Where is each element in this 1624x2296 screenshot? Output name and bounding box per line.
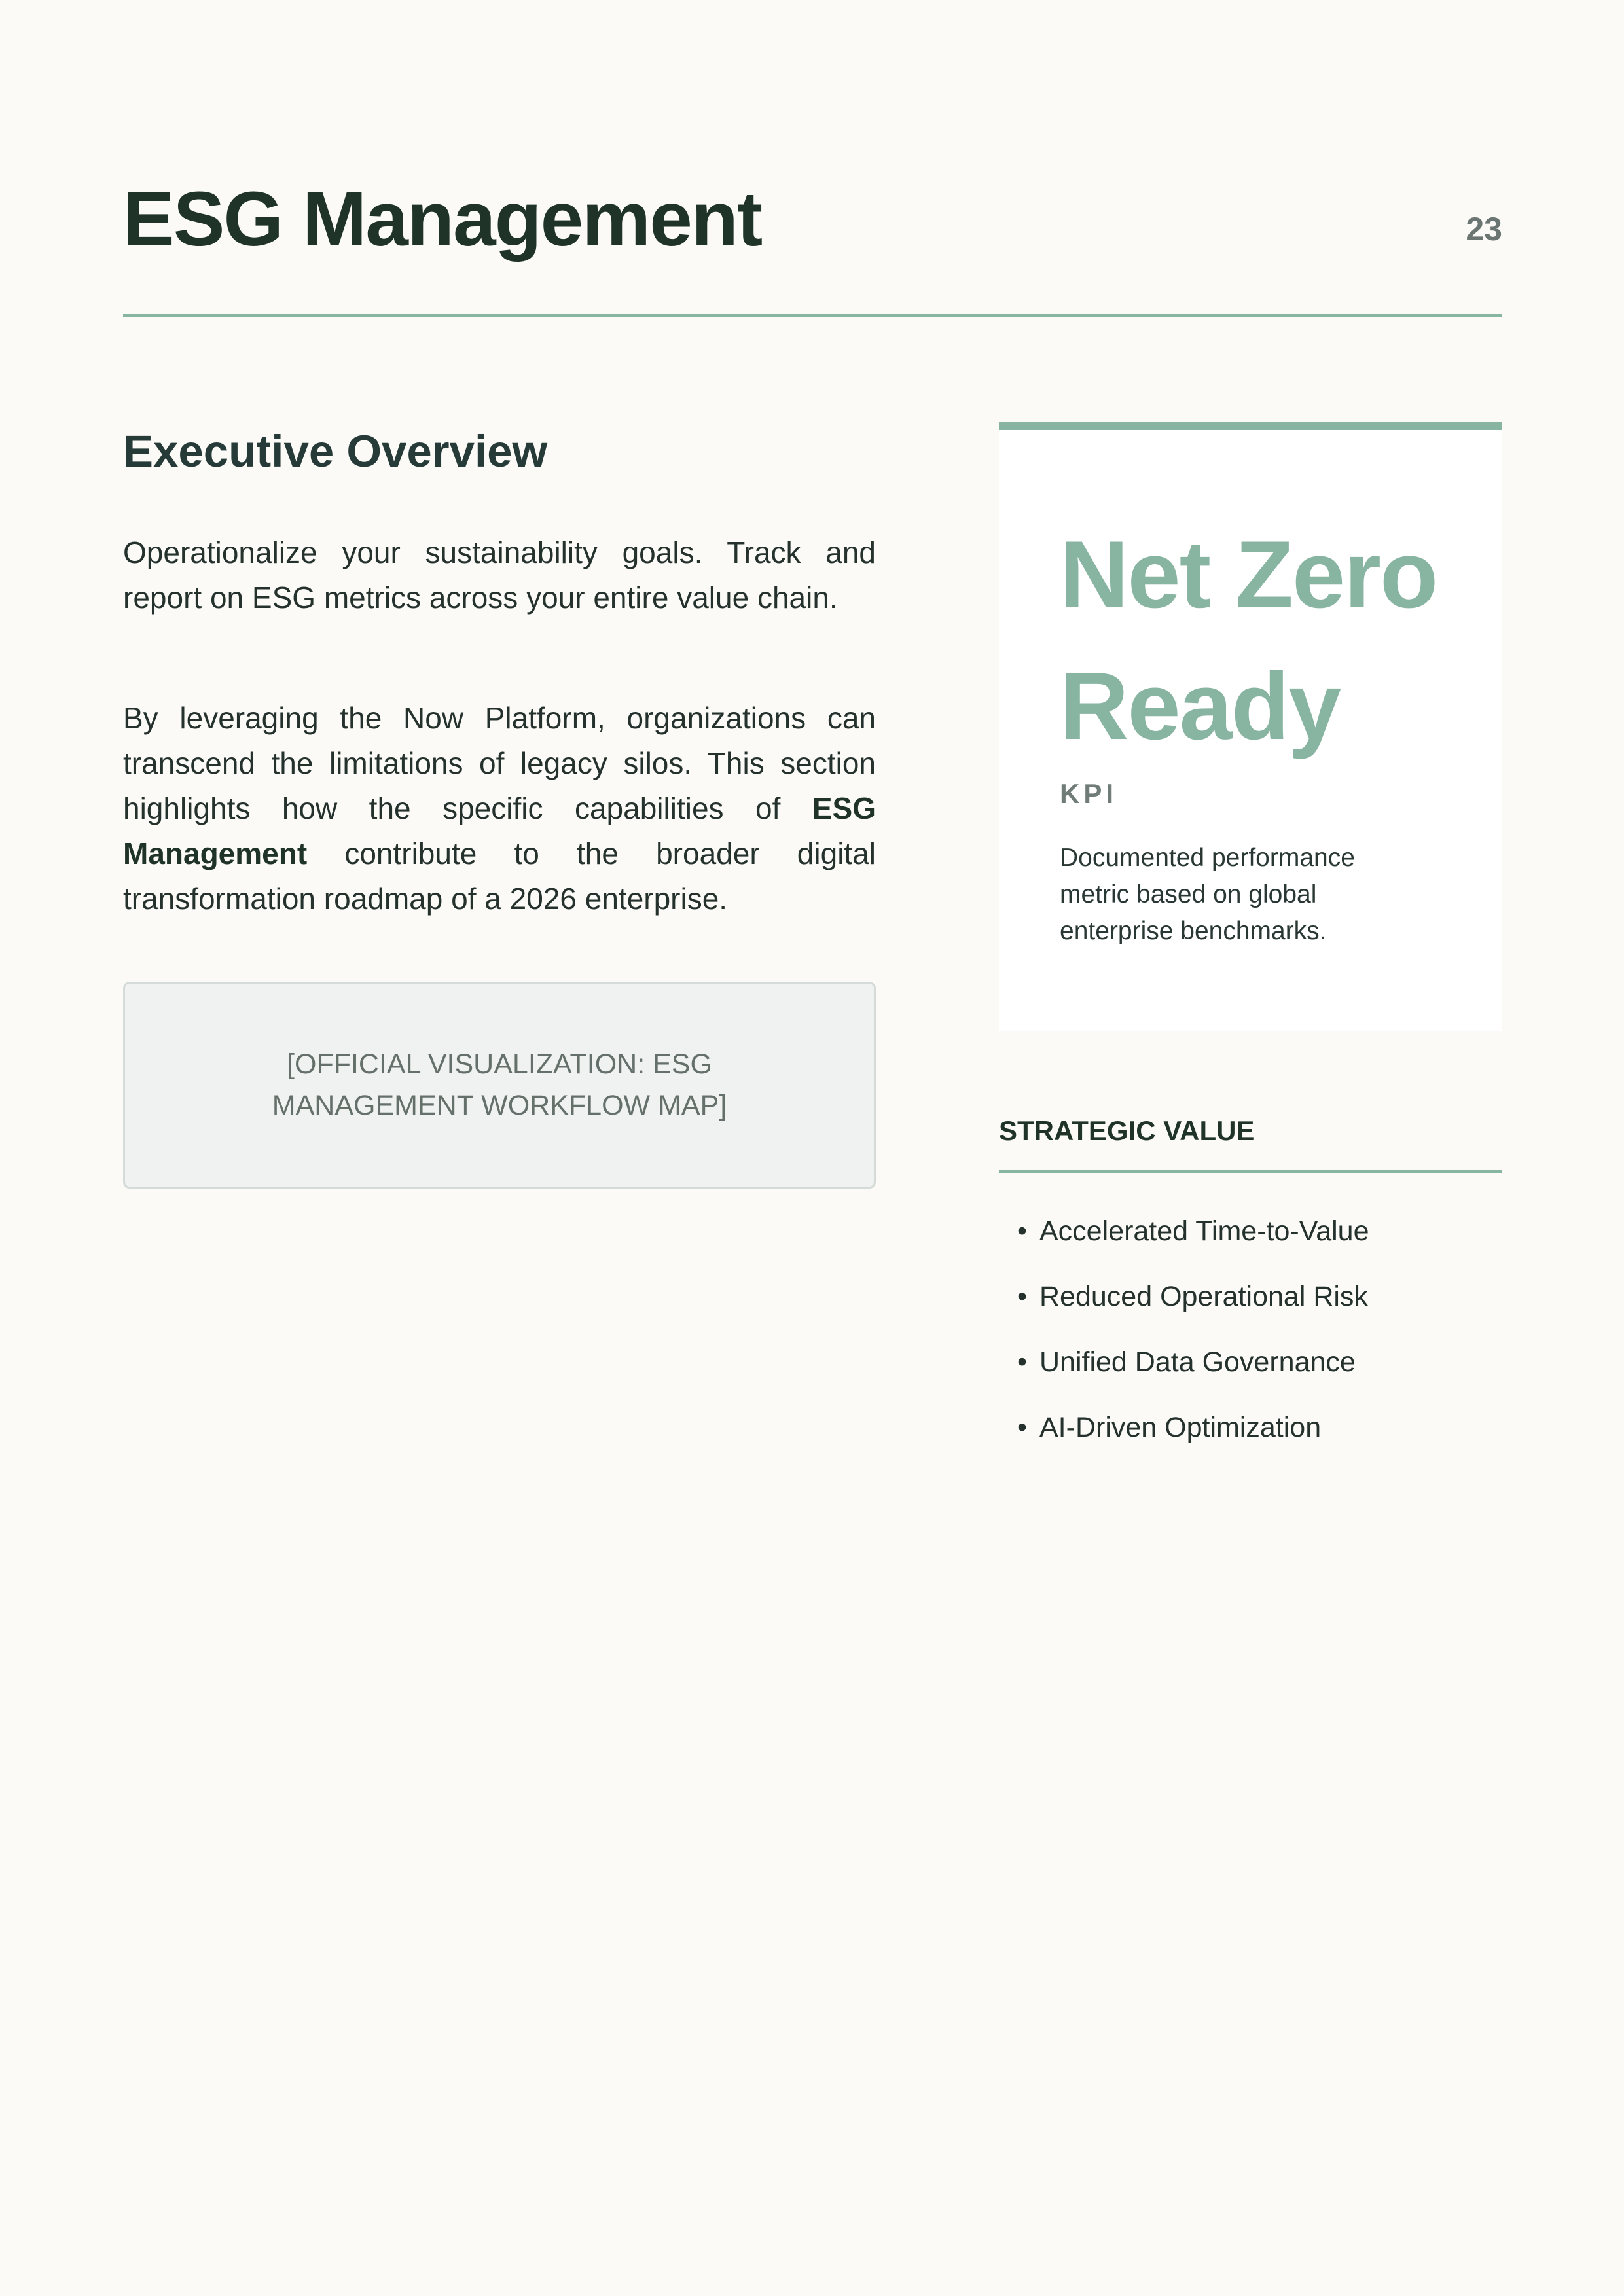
bullet-icon: • — [1017, 1412, 1028, 1443]
overview-paragraph-2-trailing-text: contribute to the broader digital transformation roadmap of a 2026 enterprise. — [123, 836, 876, 916]
bullet-icon: • — [1017, 1281, 1028, 1312]
strategic-value-label: Unified Data Governance — [1039, 1346, 1356, 1378]
strategic-value-item — [999, 1211, 1369, 1277]
strategic-value-item — [999, 1342, 1369, 1408]
strategic-value-item — [999, 1277, 1369, 1342]
strategic-value-heading: STRATEGIC VALUE — [999, 1113, 1502, 1173]
esg-management-emphasis: ESG Management — [123, 791, 876, 870]
esg-management-page — [123, 0, 1502, 2296]
strategic-value-list — [999, 1211, 1369, 1473]
kpi-value: Net Zero Ready — [1060, 521, 1437, 759]
page-header — [123, 157, 1502, 317]
strategic-value-label: Reduced Operational Risk — [1039, 1281, 1368, 1312]
kpi-description: Documented performance metric based on global enterprise benchmarks. — [1060, 844, 1355, 945]
kpi-card — [999, 422, 1502, 1031]
overview-paragraph-2 — [123, 696, 876, 922]
visualization-placeholder — [123, 982, 876, 1189]
kpi-label: KPI — [1060, 778, 1118, 809]
strategic-value-label: Accelerated Time-to-Value — [1039, 1215, 1369, 1247]
page-title: ESG Management — [123, 176, 762, 262]
strategic-value-item — [999, 1408, 1369, 1473]
visualization-placeholder-label: [OFFICIAL VISUALIZATION: ESG MANAGEMENT WORKFLOW MAP] — [272, 1049, 727, 1121]
strategic-value-section — [999, 1113, 1502, 1443]
overview-paragraph-2-leading-text: By leveraging the Now Platform, organizations can transcend the limitations of legacy silos. This section highlights how the specific capabilities of — [123, 701, 876, 825]
page-number: 23 — [1466, 211, 1502, 247]
strategic-value-label: AI-Driven Optimization — [1039, 1412, 1322, 1443]
overview-paragraph-1: Operationalize your sustainability goals. Track and report on ESG metrics across your entire value chain. — [123, 535, 876, 615]
bullet-icon: • — [1017, 1215, 1028, 1247]
executive-overview-section — [123, 425, 876, 1121]
executive-overview-heading: Executive Overview — [123, 426, 548, 476]
bullet-icon: • — [1017, 1346, 1028, 1378]
